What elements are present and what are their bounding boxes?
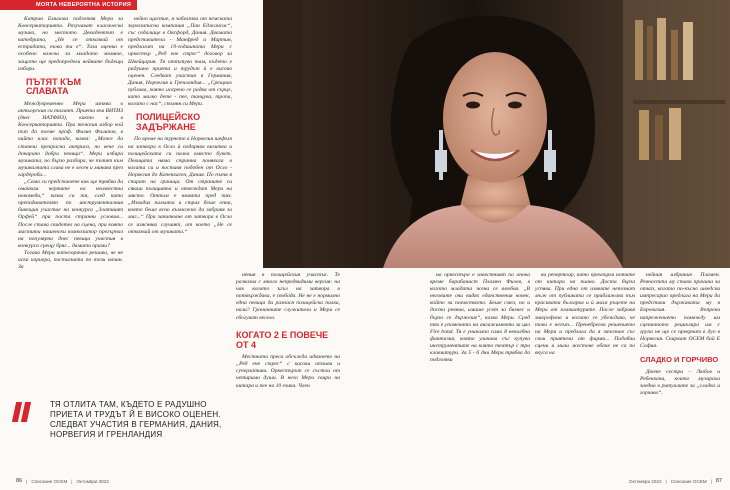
issue-date: Октомври 2022 [629, 478, 662, 484]
paragraph: „Само си представете как ще трябва да омачкам чертите на неизвестна нокомеди,“ казва си тя, след като преподавателят по инструменталния бивещия участие на конкурса „Златният Орфей“ при поста странни условия... После става свидетел на сцена, при която мастити нашенски композитор прегърнал на популярна днес певица участия в конкурса срещу бряг... дамата прими? [18, 178, 123, 249]
paragraph: ви репертоар, като прехвърли нотите от китара на пиано. Доста бърза успява. При една от изявите непознат мъж от публиката се приближава към красивата българка и ѝ маха ръцете на Мери от клавиатурите. После забравя микрофона и когато се убеждава, че това е негът... Пренебрегва решението на Мери и предлага да я запознае със свои приятели от фирми... Подобни сцени и мили жестове обаче не са по вкуса на [535, 272, 635, 357]
section-kicker: МОЯТА НЕВЕРОЯТНА ИСТОРИЯ [0, 0, 137, 10]
left-column-2 [128, 16, 232, 236]
portrait-photo [263, 0, 730, 268]
portrait-illustration [263, 0, 730, 268]
pull-quote [14, 400, 236, 440]
right-column-1 [430, 272, 530, 364]
page-number: 87 [715, 478, 722, 484]
left-column-3 [236, 272, 340, 322]
magazine-name: Списание ОСЕМ [670, 478, 707, 484]
magazine-name: Списание ОСЕМ [31, 478, 68, 484]
paragraph: Тогава Мери категорично решава, че не иска кариера, постигната по този начин. За [18, 249, 123, 271]
subheading-path: ПЪТЯТ КЪМ СЛАВАТА [26, 76, 81, 97]
mid-column [236, 326, 340, 390]
right-footer: Октомври 2022 | Списание ОСЕМ | 87 [629, 478, 722, 484]
pull-quote-text: ТЯ ОТЛИТА ТАМ, КЪДЕТО Е РАДУШНО ПРИЕТА И ТРУДЪТ Й Е ВИСОКО ОЦЕНЕН. СЛЕДВАТ УЧАСТИЯ В ГЕРМАНИЯ, ДАНИЯ, НОРВЕГИЯ И ГРЕНЛАНДИЯ [50, 400, 222, 439]
paragraph: нейния избраник Пламен. Ревността му става причина за отказ, когато по-късно шведски импресарио предлага на Мери да представи държавата му в Евровизия. Въпреки напрежението помежду им сценичното рециклира им с група не ще се преврнат в дуо в Норвегия. Свиркат ОСЕМ бай Е София. [640, 272, 720, 349]
subheading-sweet: СЛАДКО И ГОРЧИВО [640, 355, 719, 365]
left-footer: 86 | Списание ОСЕМ | Октомври 2022 [16, 478, 109, 484]
subheading-police: ПОЛИЦЕЙСКО ЗАДЪРЖАНЕ [136, 112, 201, 132]
quote-mark-icon [14, 402, 30, 422]
paragraph: Двете сестри – Любов и Ребеккачи, които музираха заедно в ритуалите за „сладко и горчиво“. [640, 368, 720, 396]
page-number: 86 [16, 478, 23, 484]
subheading-when: КОГАТО 2 Е ПОВЕЧЕ ОТ 4 [236, 330, 329, 350]
left-column-1 [18, 16, 123, 271]
paragraph: на оркестъра е известният по онова време барабанист Пламен Филев, в когото младата жена се влюбва. „В неговите очи видях единствения човек, който за поемството. Беше смел, но и доста ревнив, имаше усет за бизнес и бързо се държеше“, казва Мери. Сред тях е упоменато на ангажименти за цял Fire band. Тя е уникално само 8 неколбна фантазия, която уличава със купува инструментите на която театър с три клавиатури. За 5 - 6 дни Мери трябва да подготви [430, 272, 530, 364]
paragraph: Местната преса обсъжда идването на „Ред ене стрес“ с касови отзиви и суперлативи. Оркестърът се състои от четирима души. В него Мери свири на китара и пее на 10 езика. Член [236, 354, 340, 389]
issue-date: Октомври 2022 [76, 478, 109, 484]
paragraph: Катрин Емилова подготвя Мери за Консерваторията. Разучават класическа музика, но местото Декадентът е катедрата, „Не се отказвай от естрадата, това ти е“. Тази оценка е особено важна за младото момиче, защото ще предопредели нейните бъдещи избори. [18, 16, 123, 72]
paragraph: Междувременно Мери изпява в актьорския си талант. Приета във ВИТИЗ (днес НАТФИЗ), както и в Консерваторията. При тежкия избор кой път да поеме проф. Филип Филипов, в чийто клас попада, казва: „Може да станеш прекрасна актриса, но вече си докарано добра певица“. Мери избира музиката, но бързо разбира, че пътят към музикалната слава не е лесен и минава през гардероба... [18, 100, 123, 178]
paragraph: нейно щастие, я забелязва от немската звукозаписна компания „Пан Еджансис“, със седалище в Оксфорд, Дания. Двамата представители - Манфред и Мартин, предлагат на 19-годишната Мери с оркестър „Ред ене стрес“ договор за Швейцария. Тя отпътува там, където е радушно приета и трудът ѝ е високо оценен. Следват участия в Германия, Дания, Норвегия и Гренландия... „Срещнах публика, която искрено се радва от сърце, като малко дете - пее, танцува, тропа, когато с нас“, спомня си Мери. [128, 16, 232, 108]
right-column-3 [640, 272, 720, 397]
paragraph: нения в полицейския участък. Те разказва с много непредвидими версия: на чак когато ъгъл на затвора в потвърждава, е свобода. Не не е нормално една певица да разнася полицейска палка, нали? Граничните служители и Мери се сбогуват весело. [236, 272, 340, 321]
right-column-2 [535, 272, 635, 357]
paragraph: По време на турнето в Норвегия шефът на затвора в Осло ѝ подарява визитка и полицейската си палка вместо букет. Певицата няма странна понякога в колата си и поставя подобен от Осло - Норвегия до Копенхаген, Дания. По пътя я спират на граница. От страните си сякаш полицията и отвеждат Мери на място. Оттам е нямата пред тях. „Извадих палката и страх беше опна, която беше ясно възможно да забравя за миг...“ При запитване от затвора в Осло се изяснява случаят, от което „Не се отказвай от музиката.“ [128, 136, 232, 235]
